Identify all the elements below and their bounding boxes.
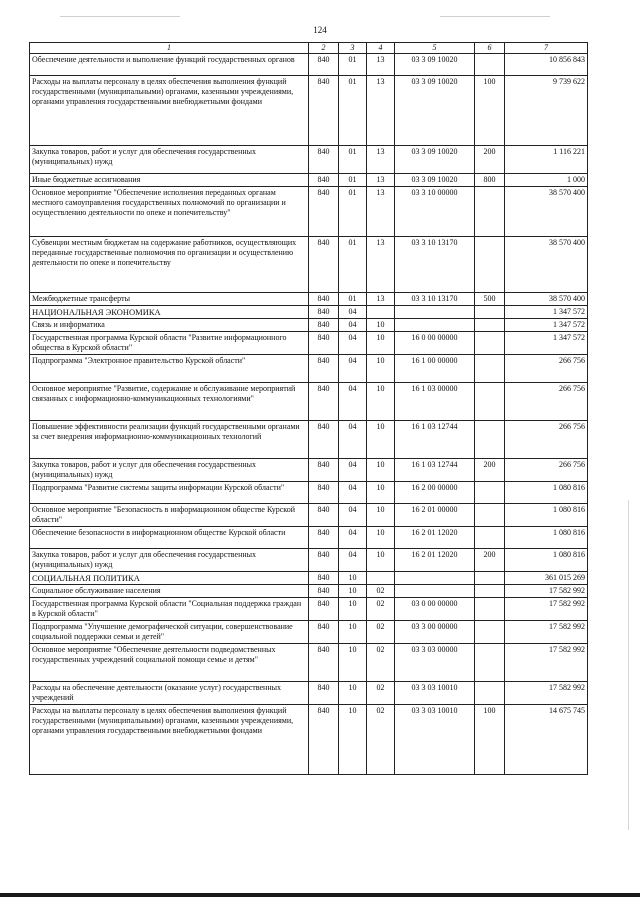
row-expense-type-cell: 100 <box>475 705 505 775</box>
row-subsection-cell <box>367 572 395 585</box>
row-expense-type-cell <box>475 621 505 644</box>
row-section-cell: 04 <box>339 383 367 421</box>
row-target-article-cell: 16 1 00 00000 <box>395 355 475 383</box>
row-expense-type-cell <box>475 527 505 549</box>
row-expense-type-cell <box>475 585 505 598</box>
row-expense-type-cell: 200 <box>475 549 505 572</box>
row-subsection-cell: 10 <box>367 549 395 572</box>
row-target-article-cell <box>395 572 475 585</box>
row-subsection-cell: 10 <box>367 355 395 383</box>
row-subsection-cell: 02 <box>367 598 395 621</box>
row-name-cell: Подпрограмма "Электронное правительство Курской области" <box>30 355 309 383</box>
table-row <box>30 174 588 187</box>
row-expense-type-cell <box>475 421 505 459</box>
row-amount-cell: 17 582 992 <box>505 644 588 682</box>
row-section-cell: 04 <box>339 319 367 332</box>
table-row <box>30 293 588 306</box>
table-row <box>30 383 588 421</box>
table-row <box>30 146 588 174</box>
row-target-article-cell: 03 3 09 10020 <box>395 54 475 76</box>
row-target-article-cell: 16 2 01 00000 <box>395 504 475 527</box>
row-section-cell: 01 <box>339 237 367 293</box>
row-admin-code-cell: 840 <box>309 705 339 775</box>
table-row <box>30 572 588 585</box>
row-admin-code-cell: 840 <box>309 598 339 621</box>
row-admin-code-cell: 840 <box>309 146 339 174</box>
table-row <box>30 237 588 293</box>
row-target-article-cell: 16 0 00 00000 <box>395 332 475 355</box>
row-name-cell: Расходы на выплаты персоналу в целях обеспечения выполнения функций государственными (муниципальными) органами, казенными учреждениями, органами управления государственными внебюджетными фондами <box>30 76 309 146</box>
row-subsection-cell: 10 <box>367 459 395 482</box>
row-section-cell: 10 <box>339 644 367 682</box>
row-name-cell: Иные бюджетные ассигнования <box>30 174 309 187</box>
row-target-article-cell: 16 2 01 12020 <box>395 549 475 572</box>
row-section-cell: 04 <box>339 459 367 482</box>
row-section-cell: 04 <box>339 355 367 383</box>
scan-noise-right <box>440 16 550 17</box>
row-name-cell: Основное мероприятие "Развитие, содержание и обслуживание мероприятий связанных с информационно-коммуникационных технологиями" <box>30 383 309 421</box>
row-section-cell: 04 <box>339 504 367 527</box>
row-name-cell: Закупка товаров, работ и услуг для обеспечения государственных (муниципальных) нужд <box>30 146 309 174</box>
row-admin-code-cell: 840 <box>309 482 339 504</box>
row-name-cell: СОЦИАЛЬНАЯ ПОЛИТИКА <box>30 572 309 585</box>
table-row <box>30 306 588 319</box>
row-amount-cell: 14 675 745 <box>505 705 588 775</box>
row-name-cell: Межбюджетные трансферты <box>30 293 309 306</box>
table-row <box>30 355 588 383</box>
header-col-2: 2 <box>309 43 339 54</box>
row-subsection-cell: 10 <box>367 383 395 421</box>
row-subsection-cell: 10 <box>367 504 395 527</box>
row-amount-cell: 1 080 816 <box>505 527 588 549</box>
row-subsection-cell: 10 <box>367 332 395 355</box>
table-row <box>30 482 588 504</box>
table-row <box>30 585 588 598</box>
row-target-article-cell: 16 1 03 12744 <box>395 459 475 482</box>
row-amount-cell: 17 582 992 <box>505 682 588 705</box>
table-row <box>30 504 588 527</box>
row-target-article-cell: 03 3 10 13170 <box>395 293 475 306</box>
row-expense-type-cell <box>475 306 505 319</box>
row-target-article-cell: 03 3 10 00000 <box>395 187 475 237</box>
row-name-cell: Основное мероприятие "Безопасность в информационном обществе Курской области" <box>30 504 309 527</box>
row-amount-cell: 9 739 622 <box>505 76 588 146</box>
row-target-article-cell: 03 3 09 10020 <box>395 76 475 146</box>
row-target-article-cell: 03 3 09 10020 <box>395 174 475 187</box>
row-amount-cell: 266 756 <box>505 421 588 459</box>
row-subsection-cell: 02 <box>367 682 395 705</box>
row-amount-cell: 266 756 <box>505 459 588 482</box>
row-admin-code-cell: 840 <box>309 76 339 146</box>
row-section-cell: 01 <box>339 187 367 237</box>
row-name-cell: Расходы на выплаты персоналу в целях обеспечения выполнения функций государственными (муниципальными) органами, казенными учреждениями, органами управления государственными внебюджетными фондами <box>30 705 309 775</box>
row-target-article-cell: 03 0 00 00000 <box>395 598 475 621</box>
table-row <box>30 332 588 355</box>
row-name-cell: Связь и информатика <box>30 319 309 332</box>
page-number: 124 <box>313 25 327 35</box>
header-col-4: 4 <box>367 43 395 54</box>
table-row <box>30 644 588 682</box>
row-section-cell: 04 <box>339 482 367 504</box>
row-name-cell: Подпрограмма "Развитие системы защиты информации Курской области" <box>30 482 309 504</box>
row-amount-cell: 17 582 992 <box>505 585 588 598</box>
table-row <box>30 598 588 621</box>
row-name-cell: Субвенции местным бюджетам на содержание работников, осуществляющих переданные государственные полномочия по организации и осуществлению деятельности по опеке и попечительству <box>30 237 309 293</box>
row-amount-cell: 266 756 <box>505 383 588 421</box>
row-target-article-cell: 03 3 03 10010 <box>395 682 475 705</box>
row-target-article-cell: 03 3 03 00000 <box>395 644 475 682</box>
row-name-cell: Повышение эффективности реализации функций государственными органами за счет внедрения информационно-коммуникационных технологий <box>30 421 309 459</box>
row-subsection-cell: 10 <box>367 482 395 504</box>
row-expense-type-cell <box>475 54 505 76</box>
row-subsection-cell: 02 <box>367 644 395 682</box>
row-target-article-cell <box>395 306 475 319</box>
row-target-article-cell: 03 3 09 10020 <box>395 146 475 174</box>
row-subsection-cell: 13 <box>367 293 395 306</box>
row-subsection-cell: 13 <box>367 146 395 174</box>
row-section-cell: 10 <box>339 598 367 621</box>
row-expense-type-cell <box>475 504 505 527</box>
row-expense-type-cell <box>475 237 505 293</box>
row-section-cell: 10 <box>339 572 367 585</box>
row-admin-code-cell: 840 <box>309 585 339 598</box>
table-row <box>30 76 588 146</box>
header-col-3: 3 <box>339 43 367 54</box>
row-expense-type-cell <box>475 644 505 682</box>
row-expense-type-cell <box>475 332 505 355</box>
row-expense-type-cell <box>475 482 505 504</box>
row-name-cell: Государственная программа Курской области "Социальная поддержка граждан в Курской области" <box>30 598 309 621</box>
row-expense-type-cell <box>475 319 505 332</box>
row-subsection-cell: 10 <box>367 421 395 459</box>
table-row <box>30 682 588 705</box>
row-name-cell: Закупка товаров, работ и услуг для обеспечения государственных (муниципальных) нужд <box>30 459 309 482</box>
row-section-cell: 04 <box>339 549 367 572</box>
row-amount-cell: 38 570 400 <box>505 293 588 306</box>
row-admin-code-cell: 840 <box>309 549 339 572</box>
row-subsection-cell: 02 <box>367 705 395 775</box>
row-section-cell: 10 <box>339 705 367 775</box>
row-name-cell: Государственная программа Курской области "Развитие информационного общества в Курской области" <box>30 332 309 355</box>
row-amount-cell: 38 570 400 <box>505 237 588 293</box>
row-admin-code-cell: 840 <box>309 504 339 527</box>
row-amount-cell: 266 756 <box>505 355 588 383</box>
row-name-cell: Обеспечение деятельности и выполнение функций государственных органов <box>30 54 309 76</box>
row-expense-type-cell <box>475 682 505 705</box>
row-subsection-cell: 13 <box>367 174 395 187</box>
row-target-article-cell: 03 3 10 13170 <box>395 237 475 293</box>
row-admin-code-cell: 840 <box>309 174 339 187</box>
row-name-cell: Основное мероприятие "Обеспечение исполнения переданных органам местного самоуправления государственных полномочий по организации и осуществлению деятельности по опеке и попечительству" <box>30 187 309 237</box>
row-name-cell: Закупка товаров, работ и услуг для обеспечения государственных (муниципальных) нужд <box>30 549 309 572</box>
row-name-cell: НАЦИОНАЛЬНАЯ ЭКОНОМИКА <box>30 306 309 319</box>
header-col-1: 1 <box>30 43 309 54</box>
row-admin-code-cell: 840 <box>309 332 339 355</box>
row-subsection-cell: 02 <box>367 621 395 644</box>
row-subsection-cell: 10 <box>367 527 395 549</box>
row-section-cell: 10 <box>339 682 367 705</box>
row-section-cell: 01 <box>339 54 367 76</box>
row-amount-cell: 1 000 <box>505 174 588 187</box>
row-expense-type-cell: 500 <box>475 293 505 306</box>
row-expense-type-cell <box>475 355 505 383</box>
row-section-cell: 04 <box>339 332 367 355</box>
row-section-cell: 04 <box>339 306 367 319</box>
row-amount-cell: 1 080 816 <box>505 482 588 504</box>
row-admin-code-cell: 840 <box>309 383 339 421</box>
table-row <box>30 459 588 482</box>
row-expense-type-cell <box>475 383 505 421</box>
row-expense-type-cell <box>475 187 505 237</box>
row-admin-code-cell: 840 <box>309 237 339 293</box>
row-section-cell: 10 <box>339 585 367 598</box>
row-admin-code-cell: 840 <box>309 621 339 644</box>
row-subsection-cell: 13 <box>367 187 395 237</box>
row-admin-code-cell: 840 <box>309 187 339 237</box>
row-target-article-cell: 16 1 03 12744 <box>395 421 475 459</box>
row-amount-cell: 1 080 816 <box>505 549 588 572</box>
row-subsection-cell <box>367 306 395 319</box>
row-admin-code-cell: 840 <box>309 644 339 682</box>
row-expense-type-cell <box>475 598 505 621</box>
row-amount-cell: 38 570 400 <box>505 187 588 237</box>
table-row <box>30 705 588 775</box>
row-expense-type-cell <box>475 572 505 585</box>
row-target-article-cell: 16 2 01 12020 <box>395 527 475 549</box>
table-row <box>30 54 588 76</box>
scan-noise-left <box>60 16 180 17</box>
row-section-cell: 01 <box>339 174 367 187</box>
row-amount-cell: 1 080 816 <box>505 504 588 527</box>
table-row <box>30 621 588 644</box>
row-admin-code-cell: 840 <box>309 682 339 705</box>
row-admin-code-cell: 840 <box>309 293 339 306</box>
row-admin-code-cell: 840 <box>309 319 339 332</box>
table-row <box>30 319 588 332</box>
row-amount-cell: 1 347 572 <box>505 332 588 355</box>
row-section-cell: 01 <box>339 146 367 174</box>
row-admin-code-cell: 840 <box>309 306 339 319</box>
row-subsection-cell: 10 <box>367 319 395 332</box>
table-row <box>30 421 588 459</box>
row-target-article-cell <box>395 585 475 598</box>
row-subsection-cell: 13 <box>367 54 395 76</box>
row-admin-code-cell: 840 <box>309 421 339 459</box>
header-col-6: 6 <box>475 43 505 54</box>
row-section-cell: 04 <box>339 527 367 549</box>
row-admin-code-cell: 840 <box>309 54 339 76</box>
header-row <box>30 43 588 54</box>
row-amount-cell: 17 582 992 <box>505 598 588 621</box>
row-subsection-cell: 02 <box>367 585 395 598</box>
table-row <box>30 527 588 549</box>
row-expense-type-cell: 200 <box>475 459 505 482</box>
row-expense-type-cell: 100 <box>475 76 505 146</box>
row-name-cell: Основное мероприятие "Обеспечение деятельности подведомственных государственных учреждений социальной помощи семье и детям" <box>30 644 309 682</box>
row-admin-code-cell: 840 <box>309 572 339 585</box>
row-amount-cell: 1 347 572 <box>505 319 588 332</box>
header-col-7: 7 <box>505 43 588 54</box>
row-name-cell: Подпрограмма "Улучшение демографической ситуации, совершенствование социальной поддержки семьи и детей" <box>30 621 309 644</box>
row-name-cell: Социальное обслуживание населения <box>30 585 309 598</box>
row-amount-cell: 1 116 221 <box>505 146 588 174</box>
row-section-cell: 01 <box>339 293 367 306</box>
row-section-cell: 10 <box>339 621 367 644</box>
header-col-5: 5 <box>395 43 475 54</box>
row-target-article-cell <box>395 319 475 332</box>
row-amount-cell: 1 347 572 <box>505 306 588 319</box>
table-row <box>30 549 588 572</box>
row-admin-code-cell: 840 <box>309 355 339 383</box>
row-admin-code-cell: 840 <box>309 459 339 482</box>
table-row <box>30 187 588 237</box>
row-admin-code-cell: 840 <box>309 527 339 549</box>
row-target-article-cell: 16 2 00 00000 <box>395 482 475 504</box>
row-amount-cell: 10 856 843 <box>505 54 588 76</box>
scan-bottom-border <box>0 893 640 897</box>
row-subsection-cell: 13 <box>367 76 395 146</box>
row-target-article-cell: 03 3 03 10010 <box>395 705 475 775</box>
row-section-cell: 01 <box>339 76 367 146</box>
row-expense-type-cell: 800 <box>475 174 505 187</box>
row-subsection-cell: 13 <box>367 237 395 293</box>
row-target-article-cell: 16 1 03 00000 <box>395 383 475 421</box>
row-name-cell: Расходы на обеспечение деятельности (оказание услуг) государственных учреждений <box>30 682 309 705</box>
row-target-article-cell: 03 3 00 00000 <box>395 621 475 644</box>
row-amount-cell: 17 582 992 <box>505 621 588 644</box>
row-amount-cell: 361 015 269 <box>505 572 588 585</box>
row-section-cell: 04 <box>339 421 367 459</box>
row-expense-type-cell: 200 <box>475 146 505 174</box>
budget-table <box>29 42 588 775</box>
row-name-cell: Обеспечение безопасности в информационном обществе Курской области <box>30 527 309 549</box>
scan-edge-line <box>628 500 629 830</box>
